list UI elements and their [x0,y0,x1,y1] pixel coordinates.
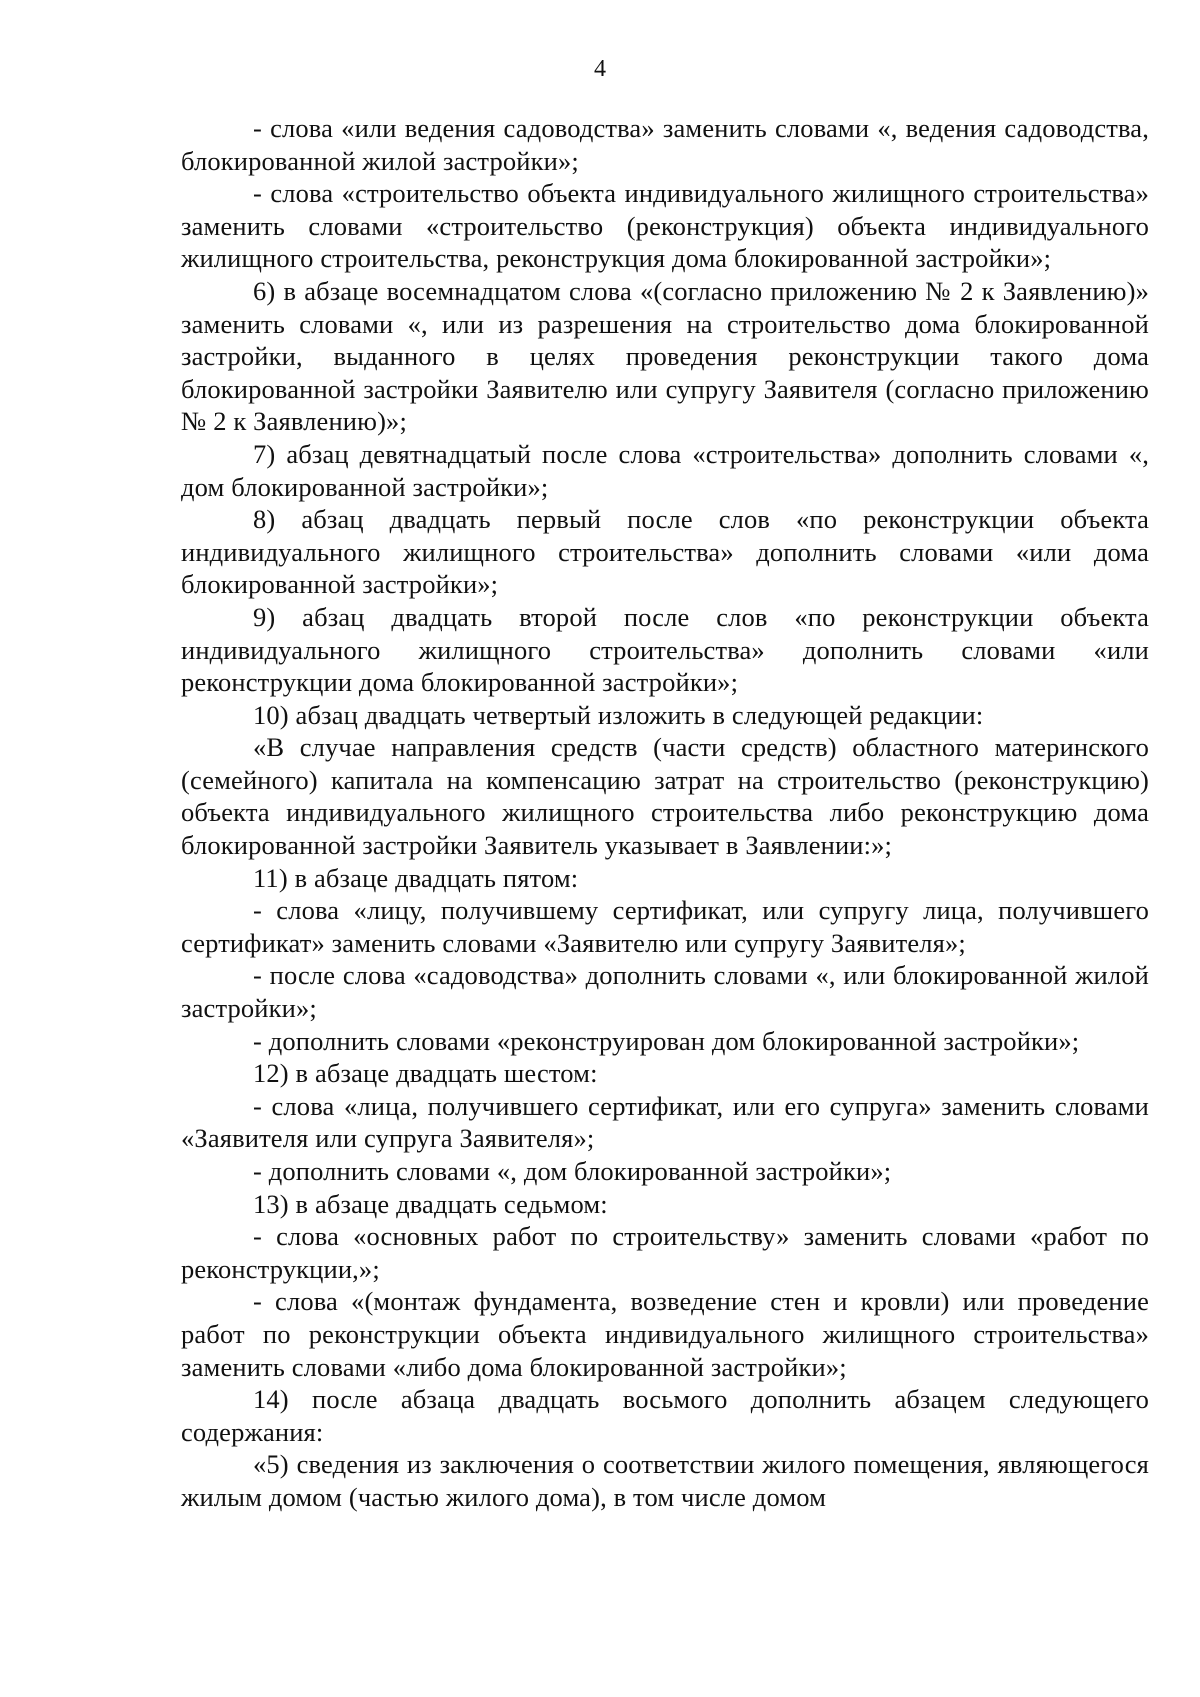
paragraph: - слова «лицу, получившему сертификат, или супругу лица, получившего сертификат» заменить словами «Заявителю или супругу Заявителя»; [181,895,1149,958]
paragraph: - после слова «садоводства» дополнить словами «, или блокированной жилой застройки»; [181,960,1149,1024]
paragraph: - слова «лица, получившего сертификат, или его супруга» заменить словами «Заявителя или супруга Заявителя»; [181,1090,1149,1154]
paragraph: «5) сведения из заключения о соответствии жилого помещения, являющегося жилым домом (частью жилого дома), в том числе домом [181,1449,1149,1512]
paragraph: 11) в абзаце двадцать пятом: [253,862,579,893]
page-number: 4 [594,56,606,82]
paragraph: 10) абзац двадцать четвертый изложить в следующей редакции: [253,699,984,730]
paragraph: 7) абзац девятнадцатый после слова «строительства» дополнить словами «, дом блокированной застройки»; [181,438,1149,502]
paragraph: 14) после абзаца двадцать восьмого дополнить абзацем следующего содержания: [181,1384,1149,1447]
paragraph: - дополнить словами «, дом блокированной застройки»; [253,1156,892,1186]
paragraph: - слова «(монтаж фундамента, возведение стен и кровли) или проведение работ по реконструкции объекта индивидуального жилищного строительства» заменить словами «либо дома блокированной застройки»; [181,1286,1149,1382]
paragraph: «В случае направления средств (части средств) областного материнского (семейного) капитала на компенсацию затрат на строительство (реконструкцию) объекта индивидуального жилищного строительства либо реконструкцию дома блокированной застройки Заявитель указывает в Заявлении:»; [181,732,1149,861]
paragraph: - дополнить словами «реконструирован дом блокированной застройки»; [253,1025,1080,1056]
paragraph: - слова «или ведения садоводства» заменить словами «, ведения садоводства, блокированной жилой застройки»; [181,113,1149,176]
paragraph: 9) абзац двадцать второй после слов «по реконструкции объекта индивидуального жилищного строительства» дополнить словами «или реконструкции дома блокированной застройки»; [181,601,1149,698]
paragraph: 13) в абзаце двадцать седьмом: [253,1188,608,1219]
paragraph: - слова «строительство объекта индивидуального жилищного строительства» заменить словами «строительство (реконструкция) объекта индивидуального жилищного строительства, реконструкция дома блокированной застройки»; [181,178,1149,274]
paragraph: 8) абзац двадцать первый после слов «по реконструкции объекта индивидуального жилищного строительства» дополнить словами «или дома блокированной застройки»; [181,504,1149,600]
document-body [181,112,1149,1514]
paragraph: 6) в абзаце восемнадцатом слова «(согласно приложению № 2 к Заявлению)» заменить словами «, или из разрешения на строительство дома блокированной застройки, выданного в целях проведения реконструкции такого дома блокированной застройки Заявителю или супругу Заявителя (согласно приложению № 2 к Заявлению)»; [181,275,1149,437]
paragraph: 12) в абзаце двадцать шестом: [253,1058,598,1089]
paragraph: - слова «основных работ по строительству» заменить словами «работ по реконструкции,»; [181,1221,1149,1284]
